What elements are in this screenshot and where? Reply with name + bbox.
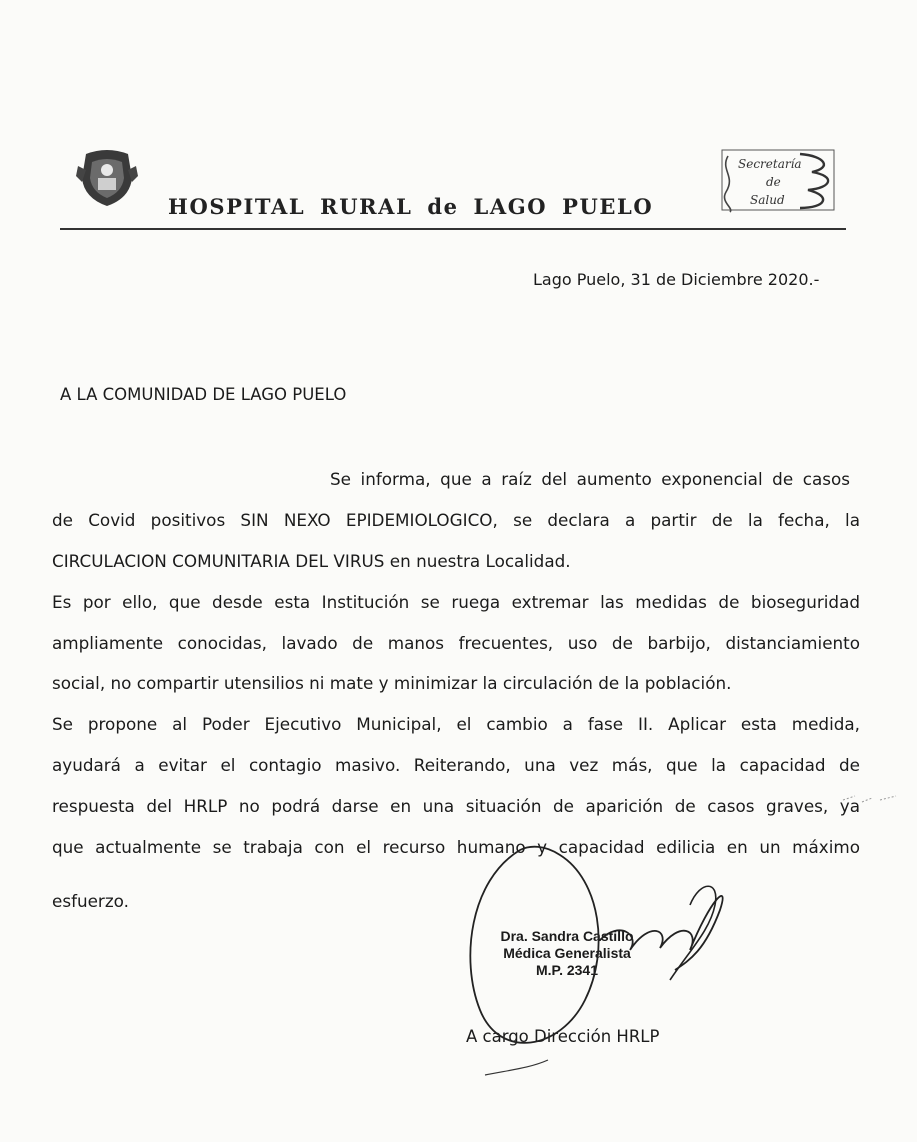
- body-line-1: Se informa, que a raíz del aumento exponencial de casos: [330, 469, 850, 489]
- body-line-10: que actualmente se trabaja con el recurso humano y capacidad edilicia en un máximo: [52, 837, 860, 857]
- body-line-6: social, no compartir utensilios ni mate y minimizar la circulación de la población.: [52, 673, 732, 693]
- body-line-2: de Covid positivos SIN NEXO EPIDEMIOLOGICO, se declara a partir de la fecha, la: [52, 510, 860, 530]
- stamp-text-line-2: de: [766, 175, 781, 189]
- letter-date: Lago Puelo, 31 de Diciembre 2020.-: [533, 270, 820, 289]
- body-line-9: respuesta del HRLP no podrá darse en una situación de aparición de casos graves, ya: [52, 796, 860, 816]
- ministry-stamp-icon: [716, 146, 840, 218]
- signature-stamp: [472, 928, 662, 979]
- letter-addressee: A LA COMUNIDAD DE LAGO PUELO: [60, 385, 347, 404]
- signer-name: Dra. Sandra Castillo: [500, 928, 634, 944]
- provincial-crest-icon: [76, 148, 138, 208]
- stamp-text-line-3: Salud: [750, 193, 785, 207]
- body-line-4: Es por ello, que desde esta Institución se ruega extremar las medidas de bioseguridad: [52, 592, 860, 612]
- charge-line: A cargo Dirección HRLP: [466, 1027, 660, 1046]
- body-line-7: Se propone al Poder Ejecutivo Municipal, el cambio a fase II. Aplicar esta medida,: [52, 714, 860, 734]
- signer-role: Médica Generalista: [503, 945, 631, 961]
- body-line-8: ayudará a evitar el contagio masivo. Reiterando, una vez más, que la capacidad de: [52, 755, 860, 775]
- body-line-5: ampliamente conocidas, lavado de manos frecuentes, uso de barbijo, distanciamiento: [52, 633, 860, 653]
- signer-license: M.P. 2341: [535, 962, 598, 978]
- hospital-title: HOSPITAL RURAL de LAGO PUELO: [168, 194, 654, 219]
- header-divider: [60, 228, 846, 230]
- body-line-11: esfuerzo.: [52, 891, 129, 911]
- body-line-3: CIRCULACION COMUNITARIA DEL VIRUS en nuestra Localidad.: [52, 551, 571, 571]
- stamp-text-line-1: Secretaría: [738, 157, 802, 171]
